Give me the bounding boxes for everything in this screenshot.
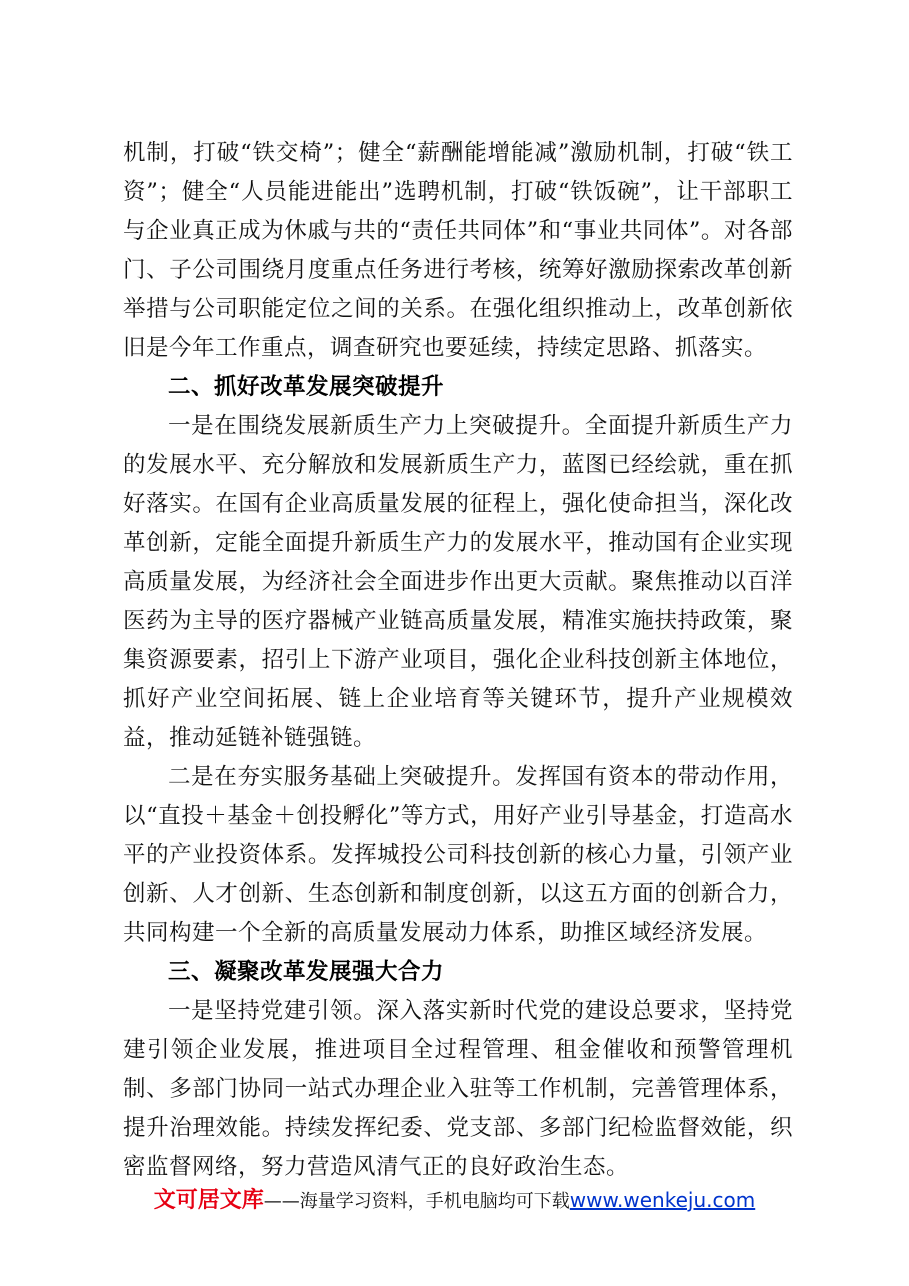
paragraph-1: 机制，打破“铁交椅”；健全“薪酬能增能减”激励机制，打破“铁工资”；健全“人员能进能出”选聘机制，打破“铁饭碗”，让干部职工与企业真正成为休戚与共的“责任共同体”和“事业共同体”。对各部门、子公司围绕月度重点任务进行考核，统筹好激励探索改革创新举措与公司职能定位之间的关系。在强化组织推动上，改革创新依旧是今年工作重点，调查研究也要延续，持续定思路、抓落实。 xyxy=(123,140,793,361)
section-heading-3: 三、凝聚改革发展强大合力 xyxy=(168,959,445,985)
footer-slogan: ——海量学习资料，手机电脑均可下载 xyxy=(263,1191,570,1212)
footer-brand: 文可居文库 xyxy=(153,1187,264,1213)
section-heading-2: 二、抓好改革发展突破提升 xyxy=(168,374,445,400)
footer-banner xyxy=(0,1183,909,1214)
document-body xyxy=(123,134,793,1187)
footer-link[interactable]: www.wenkeju.com xyxy=(569,1188,756,1212)
paragraph-2: 一是在围绕发展新质生产力上突破提升。全面提升新质生产力的发展水平、充分解放和发展新质生产力，蓝图已经绘就，重在抓好落实。在国有企业高质量发展的征程上，强化使命担当，深化改革创新，定能全面提升新质生产力的发展水平，推动国有企业实现高质量发展，为经济社会全面进步作出更大贡献。聚焦推动以百洋医药为主导的医疗器械产业链高质量发展，精准实施扶持政策，聚集资源要素，招引上下游产业项目，强化企业科技创新主体地位，抓好产业空间拓展、链上企业培育等关键环节，提升产业规模效益，推动延链补链强链。 xyxy=(123,413,793,751)
paragraph-4: 一是坚持党建引领。深入落实新时代党的建设总要求，坚持党建引领企业发展，推进项目全过程管理、租金催收和预警管理机制、多部门协同一站式办理企业入驻等工作机制，完善管理体系，提升治理效能。持续发挥纪委、党支部、多部门纪检监督效能，织密监督网络，努力营造风清气正的良好政治生态。 xyxy=(123,998,793,1180)
paragraph-3: 二是在夯实服务基础上突破提升。发挥国有资本的带动作用，以“直投＋基金＋创投孵化”等方式，用好产业引导基金，打造高水平的产业投资体系。发挥城投公司科技创新的核心力量，引领产业创新、人才创新、生态创新和制度创新，以这五方面的创新合力，共同构建一个全新的高质量发展动力体系，助推区域经济发展。 xyxy=(123,764,793,946)
